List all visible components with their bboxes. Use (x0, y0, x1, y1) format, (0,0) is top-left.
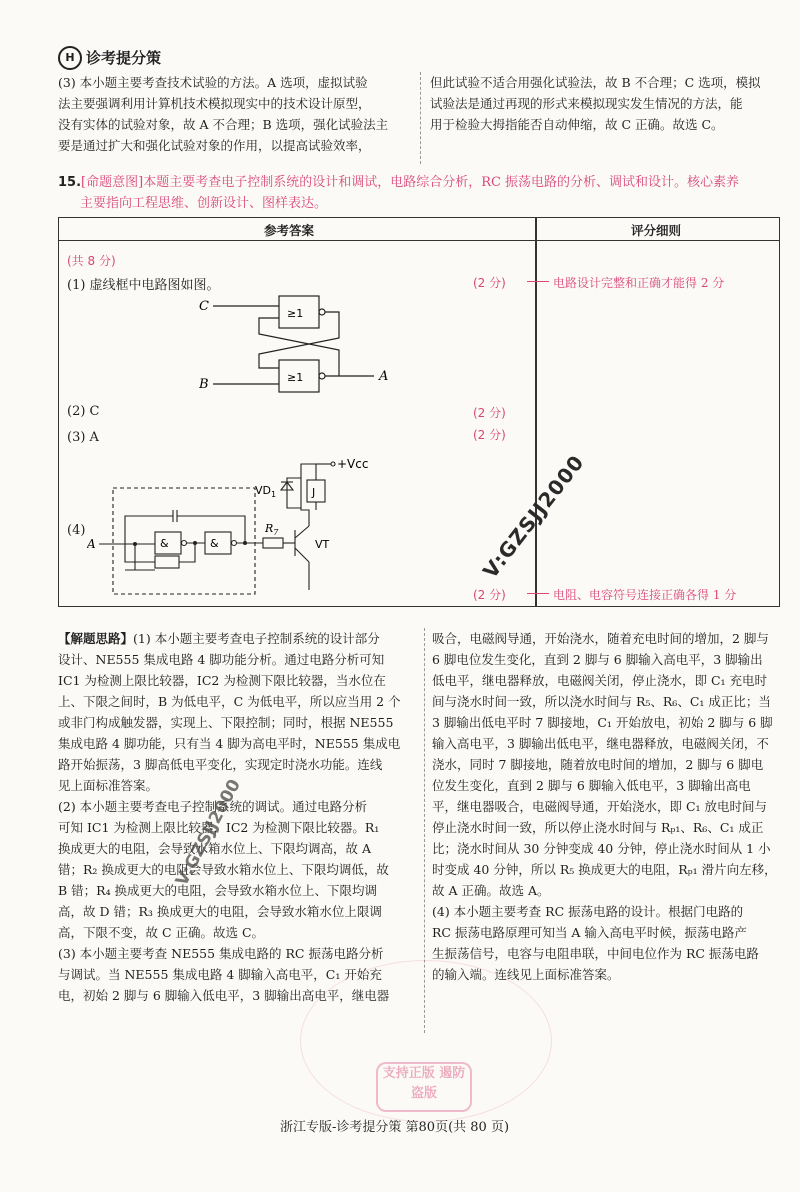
label-a: A (379, 369, 389, 384)
text-line: B 错；R₄ 换成更大的电阻，会导致水箱水位上、下限均调 (58, 883, 378, 898)
solution-left-column (58, 628, 416, 1006)
score-1: (2 分) (473, 276, 506, 290)
answer-4: (4) (67, 523, 86, 538)
total-score: (共 8 分) (67, 254, 116, 268)
text-line: 间与浇水时间一致，所以浇水时间与 R₅、R₆、C₁ 成正比；当 (432, 694, 771, 709)
vt-label: VT (315, 538, 330, 551)
label-b: B (199, 377, 209, 392)
watermark-text: V:GZSJJ2000 (478, 450, 589, 583)
text-line: 比；浇水时间从 30 分钟变成 40 分钟，停止浇水时间从 1 小 (432, 841, 771, 856)
column-divider (420, 72, 422, 164)
watermark-text-2: V:GZSJJ2000 (172, 776, 245, 890)
and-label-1: & (160, 537, 169, 550)
page-footer: 浙江专版-诊考提分策 第80页(共 80 页) (280, 1120, 510, 1135)
text-line: 或非门构成触发器，实现上、下限控制；同时，根据 NE555 (58, 715, 394, 730)
resistor-r7 (263, 538, 283, 548)
label-c: C (199, 299, 209, 314)
note-1: 电路设计完整和正确才能得 2 分 (553, 276, 725, 290)
text-line: 浇水，同时 7 脚接地，随着放电时间的增加，2 脚与 6 脚电 (432, 757, 764, 772)
text-line: (4) 本小题主要考查 RC 振荡电路的设计。根据门电路的 (432, 904, 744, 919)
score-2: (2 分) (473, 406, 506, 420)
text-line: 停止浇水时间一致，所以停止浇水时间与 Rₚ₁、R₆、C₁ 成正 (432, 820, 764, 835)
r7-label: $R_7$ (265, 522, 279, 537)
header-scoring: 评分细则 (631, 223, 682, 238)
text-line: 高，下限不变，故 C 正确。故选 C。 (58, 925, 265, 940)
arrow-1 (527, 281, 549, 282)
question-number: 15. (58, 175, 82, 190)
text-line: 但此试验不适合用强化试验法，故 B 不合理；C 选项，模拟 (430, 75, 761, 90)
text-line: 路开始振荡，3 脚高低电平变化，实现定时浇水功能。连线 (58, 757, 383, 772)
vd-label: $VD_1$ (255, 484, 277, 499)
text-line: 与调试。当 NE555 集成电路 4 脚输入高电平，C₁ 开始充 (58, 967, 382, 982)
answer-2: (2) C (67, 404, 100, 419)
rc-oscillator-diagram (87, 450, 417, 600)
text-line: 平，继电器吸合，电磁阀导通，开始浇水，即 C₁ 放电时间与 (432, 799, 768, 814)
text-line: 集成电路 4 脚功能，只有当 4 脚为高电平时，NE555 集成电 (58, 736, 401, 751)
book-title: 诊考提分策 (86, 49, 162, 67)
text-line: 见上面标准答案。 (58, 778, 159, 793)
question-intent (58, 172, 778, 214)
text-line: (2) 本小题主要考查电子控制系统的调试。通过电路分析 (58, 799, 368, 814)
header-answer: 参考答案 (264, 223, 315, 238)
text-line: 低电平，继电器释放，电磁阀关闭，停止浇水，即 C₁ 充电时 (432, 673, 768, 688)
anti-piracy-stamp: 支持正版 遏防盗版 (376, 1062, 472, 1112)
text-line: (3) 本小题主要考查 NE555 集成电路的 RC 振荡电路分析 (58, 946, 384, 961)
publisher-logo: H (58, 46, 82, 70)
text-line: 没有实体的试验对象，故 A 不合理；B 选项，强化试验法主 (58, 117, 389, 132)
score-3: (2 分) (473, 428, 506, 442)
text-line: 位发生变化，直到 2 脚与 6 脚输入低电平，3 脚输出高电 (432, 778, 751, 793)
table-header (59, 218, 779, 241)
vcc-label: +Vcc (337, 457, 369, 471)
text-line: 错；R₂ 换成更大的电阻会导致水箱水位上、下限均调低，故 (58, 862, 389, 877)
text-line: IC1 为检测上限比较器，IC2 为检测下限比较器，当水位在 (58, 673, 386, 688)
gate-label-1: ≥1 (287, 307, 304, 320)
gate-label-2: ≥1 (287, 371, 304, 384)
intent-line-1: 本题主要考查电子控制系统的设计和调试，电路综合分析，RC 振荡电路的分析、调试和设计。核心素养 (143, 175, 740, 190)
note-4: 电阻、电容符号连接正确各得 1 分 (553, 588, 737, 602)
text-line: 换成更大的电阻，会导致水箱水位上、下限均调高，故 A (58, 841, 372, 856)
text-line: 生振荡信号，电容与电阻串联，中间电位作为 RC 振荡电路 (432, 946, 759, 961)
text-line: 吸合，电磁阀导通，开始浇水，随着充电时间的增加，2 脚与 (432, 631, 769, 646)
score-4: (2 分) (473, 588, 506, 602)
text-line: RC 振荡电路原理可知当 A 输入高电平时候，振荡电路产 (432, 925, 747, 940)
relay-label: J (312, 486, 316, 499)
text-line: 用于检验大拇指能否自动伸缩，故 C 正确。故选 C。 (430, 117, 724, 132)
text-line: 上、下限之间时，B 为低电平，C 为低电平，所以应当用 2 个 (58, 694, 401, 709)
relay-j (307, 480, 325, 502)
answer-1: (1) 虚线框中电路图如图。 (67, 278, 220, 293)
table-divider (535, 218, 537, 606)
solution-heading: 【解题思路】 (58, 631, 134, 646)
text-line: 要是通过扩大和强化试验对象的作用，以提高试验效率， (58, 138, 371, 153)
and-label-2: & (210, 537, 219, 550)
arrow-4 (527, 593, 549, 594)
text-line: 法主要强调利用计算机技术模拟现实中的技术设计原型， (58, 96, 371, 111)
text-line: 试验法是通过再现的形式来模拟现实发生情况的方法，能 (430, 96, 743, 111)
input-a-label: A (87, 537, 96, 551)
text-line: 6 脚电位发生变化，直到 2 脚与 6 脚输入高电平，3 脚输出 (432, 652, 763, 667)
answer-table (58, 217, 780, 607)
top-right-text (430, 72, 780, 135)
text-line: 设计、NE555 集成电路 4 脚功能分析。通过电路分析可知 (58, 652, 385, 667)
text-line: 3 脚输出低电平时 7 脚接地，C₁ 开始放电，初始 2 脚与 6 脚 (432, 715, 773, 730)
solution-right-column (432, 628, 782, 985)
solution-line-0: 【解题思路】(1) 本小题主要考查电子控制系统的设计部分 (58, 631, 380, 646)
text-line: 可知 IC1 为检测上限比较器，IC2 为检测下限比较器。R₁ (58, 820, 380, 835)
text-line: 时变成 40 分钟，所以 R₅ 换成更大的电阻，Rₚ₁ 滑片向左移， (432, 862, 777, 877)
text-line: 高，故 D 错；R₃ 换成更大的电阻，会导致水箱水位上限调 (58, 904, 382, 919)
resistor-r (155, 556, 179, 568)
intent-tag: [命题意图] (81, 175, 144, 190)
text-line: (3) 本小题主要考查技术试验的方法。A 选项，虚拟试验 (58, 75, 368, 90)
text-line: 的输入端。连线见上面标准答案。 (432, 967, 620, 982)
answer-3: (3) A (67, 430, 99, 445)
text-line: 输入高电平，3 脚输出低电平，继电器释放，电磁阀关闭，不 (432, 736, 769, 751)
nor-latch-diagram (199, 288, 429, 398)
text-line: 故 A 正确。故选 A。 (432, 883, 550, 898)
intent-line-2: 主要指向工程思维、创新设计、图样表达。 (80, 196, 328, 211)
text-line: 电，初始 2 脚与 6 脚输入低电平，3 脚输出高电平，继电器 (58, 988, 390, 1003)
top-left-text (58, 72, 410, 156)
